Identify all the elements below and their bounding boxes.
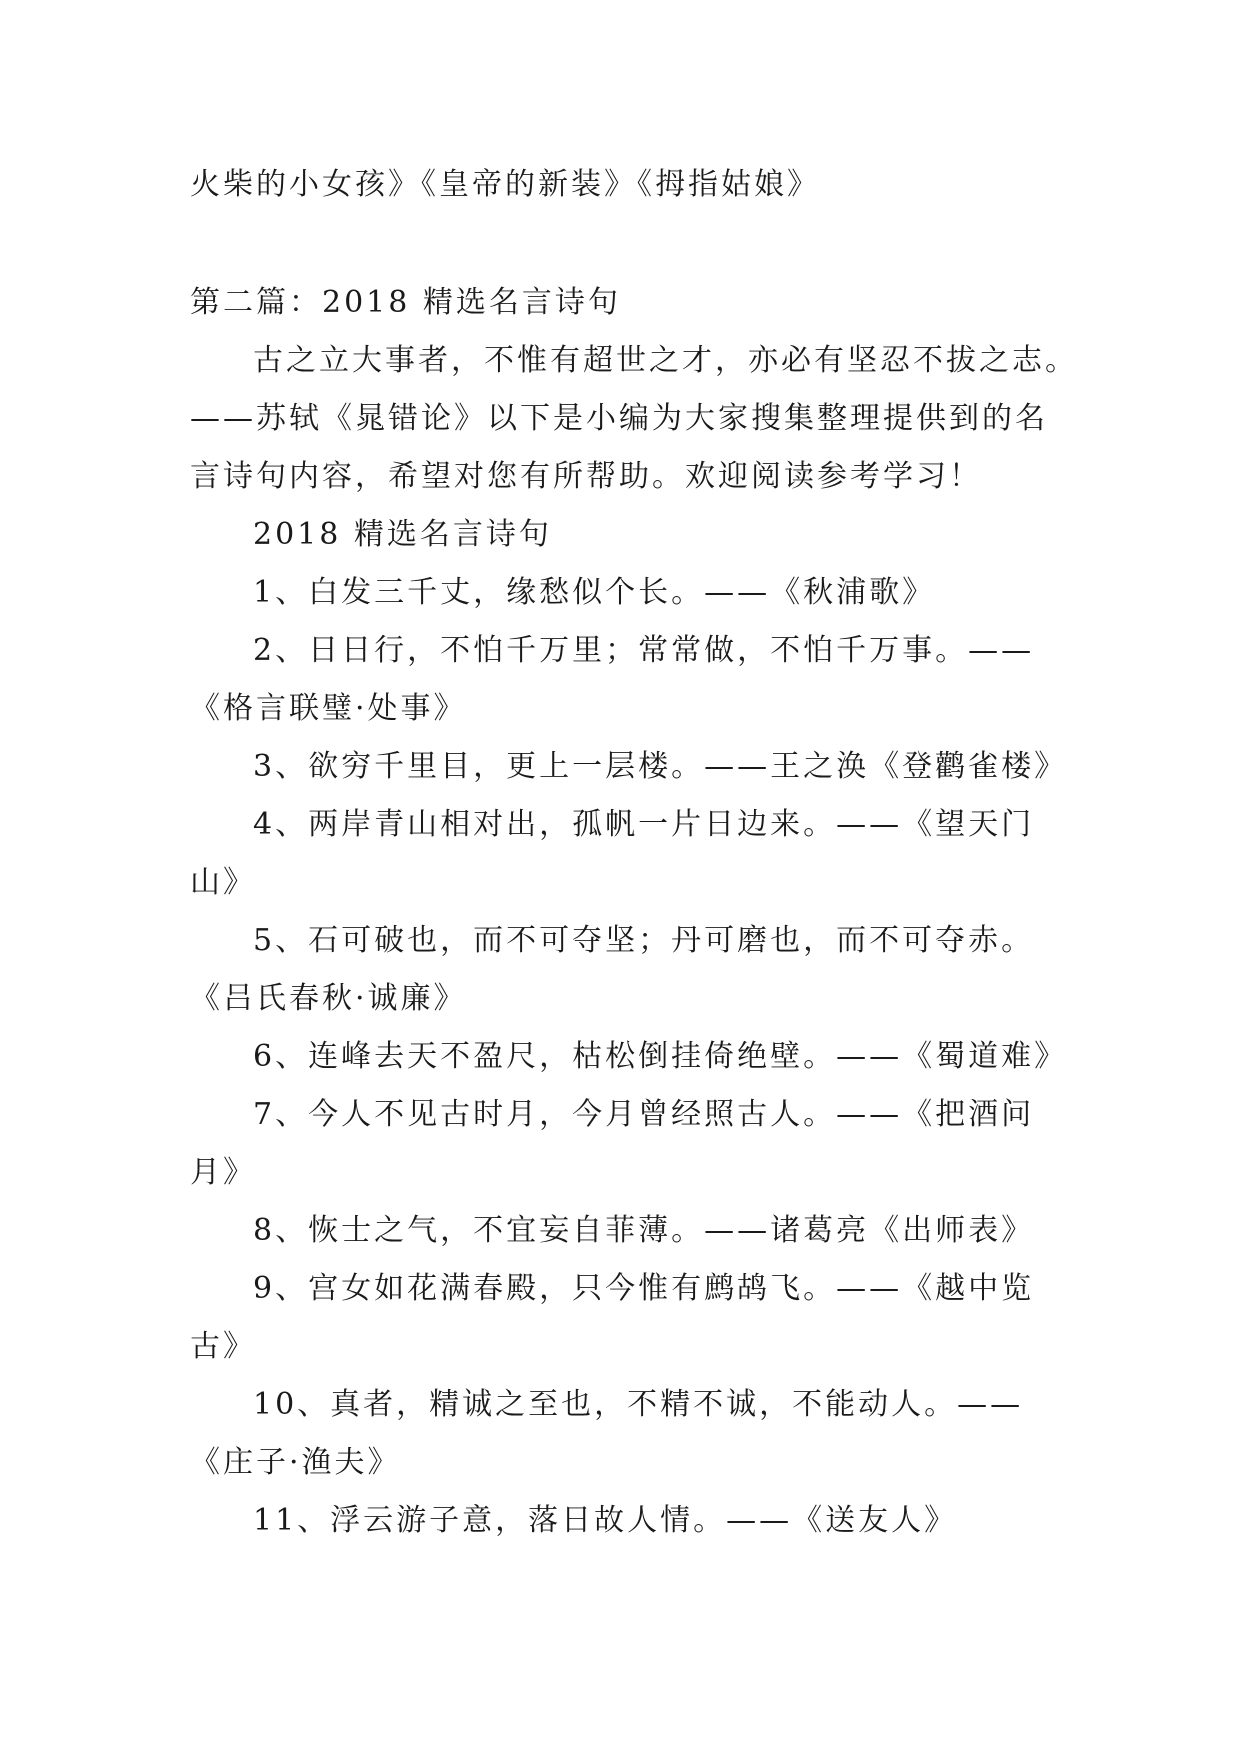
quote-line: 8、恢士之气，不宜妄自菲薄。——诸葛亮《出师表》 [253,1213,1035,1248]
quote-line: 11、浮云游子意，落日故人情。——《送友人》 [253,1503,958,1538]
quote-continuation: 山》 [190,865,256,900]
quote-line: 2、日日行，不怕千万里；常常做，不怕千万事。—— [253,633,1035,668]
carryover-line: 火柴的小女孩》《皇帝的新装》《拇指姑娘》 [190,167,820,202]
quote-continuation: 古》 [190,1329,256,1364]
subheading: 2018 精选名言诗句 [253,517,552,552]
intro-line-3: 言诗句内容，希望对您有所帮助。欢迎阅读参考学习！ [190,459,982,494]
quote-line: 10、真者，精诚之至也，不精不诚，不能动人。—— [253,1387,1024,1422]
quote-line: 4、两岸青山相对出，孤帆一片日边来。——《望天门 [253,807,1035,842]
quote-line: 9、宫女如花满春殿，只今惟有鹧鸪飞。——《越中览 [253,1271,1035,1306]
quote-line: 7、今人不见古时月，今月曾经照古人。——《把酒问 [253,1097,1035,1132]
quote-continuation: 《吕氏春秋·诚廉》 [190,981,467,1016]
quote-continuation: 《格言联璧·处事》 [190,691,467,726]
quote-line: 1、白发三千丈，缘愁似个长。——《秋浦歌》 [253,575,936,610]
intro-line-2: ——苏轼《晁错论》以下是小编为大家搜集整理提供到的名 [190,401,1048,436]
quote-line: 6、连峰去天不盈尺，枯松倒挂倚绝壁。——《蜀道难》 [253,1039,1068,1074]
section-heading: 第二篇：2018 精选名言诗句 [190,285,621,320]
quote-line: 5、石可破也，而不可夺坚；丹可磨也，而不可夺赤。 [253,923,1035,958]
quote-continuation: 月》 [190,1155,256,1190]
quote-line: 3、欲穷千里目，更上一层楼。——王之涣《登鹳雀楼》 [253,749,1068,784]
intro-line-1: 古之立大事者，不惟有超世之才，亦必有坚忍不拔之志。 [253,343,1078,378]
quote-continuation: 《庄子·渔夫》 [190,1445,401,1480]
